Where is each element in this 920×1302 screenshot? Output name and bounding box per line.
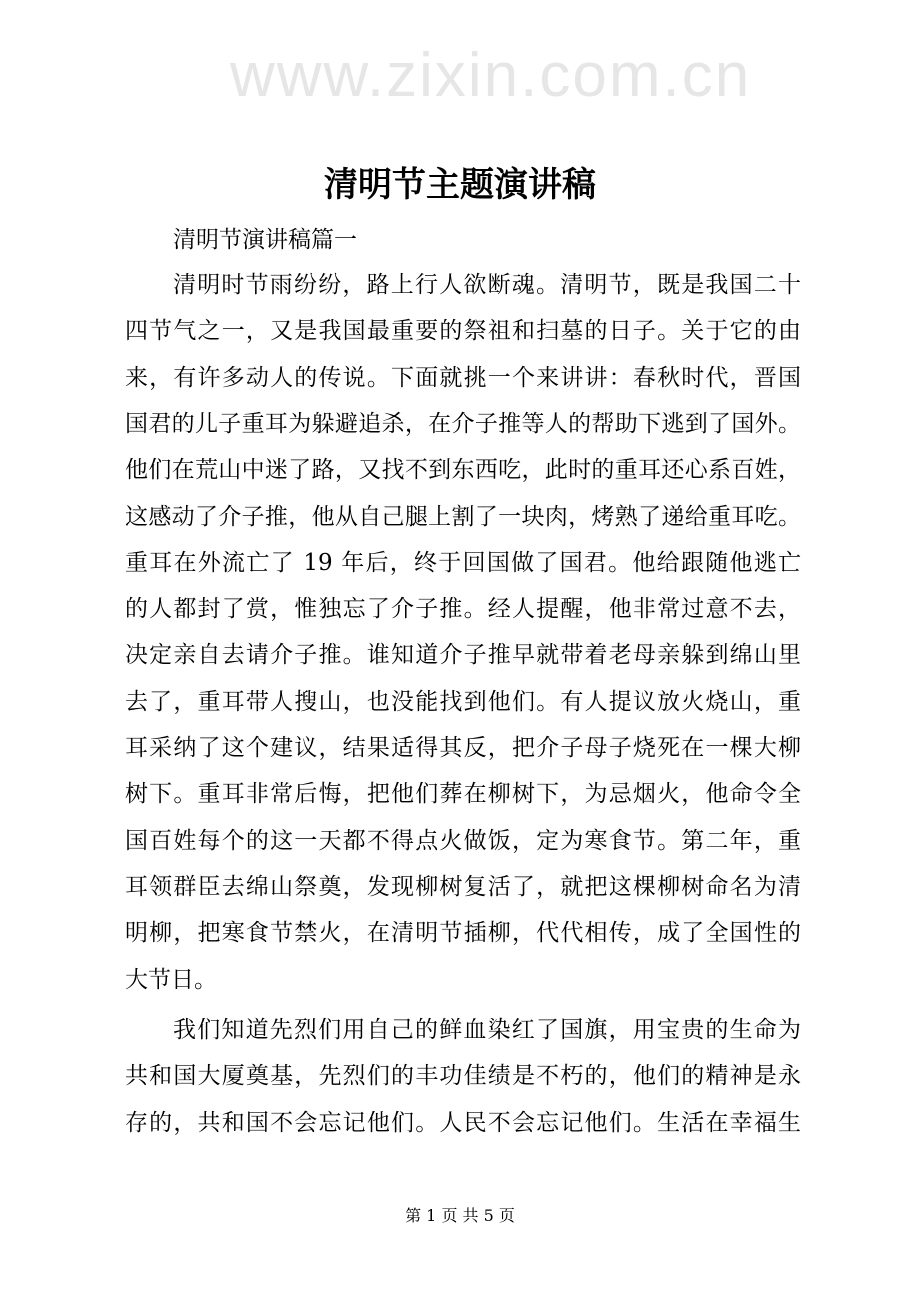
paragraph-line: 我们知道先烈们用自己的鲜血染红了国旗，用宝贵的生命为: [173, 1017, 801, 1043]
paragraph-line: 重耳在外流亡了 19 年后，终于回国做了国君。他给跟随他逃亡: [125, 549, 801, 576]
section-heading: 清明节演讲稿篇一: [173, 227, 357, 253]
paragraph-line: 存的，共和国不会忘记他们。人民不会忘记他们。生活在幸福生: [125, 1109, 801, 1136]
paragraph-line: 去了，重耳带人搜山，也没能找到他们。有人提议放火烧山，重: [125, 688, 801, 715]
paragraph-line: 共和国大厦奠基，先烈们的丰功佳绩是不朽的，他们的精神是永: [125, 1063, 801, 1090]
paragraph-line: 国百姓每个的这一天都不得点火做饭，定为寒食节。第二年，重: [125, 827, 801, 854]
paragraph-line: 他们在荒山中迷了路，又找不到东西吃，此时的重耳还心系百姓，: [125, 457, 801, 484]
paragraph-line: 明柳，把寒食节禁火，在清明节插柳，代代相传，成了全国性的: [125, 920, 801, 947]
paragraph-line: 决定亲自去请介子推。谁知道介子推早就带着老母亲躲到绵山里: [125, 642, 801, 669]
paragraph-line: 大节日。: [125, 966, 217, 993]
paragraph-line: 清明时节雨纷纷，路上行人欲断魂。清明节，既是我国二十: [173, 272, 801, 298]
paragraph-line: 耳采纳了这个建议，结果适得其反，把介子母子烧死在一棵大柳: [125, 735, 801, 761]
paragraph-line: 来，有许多动人的传说。下面就挑一个来讲讲：春秋时代，晋国: [125, 364, 801, 391]
paragraph-line: 树下。重耳非常后悔，把他们葬在柳树下，为忌烟火，他命令全: [125, 781, 801, 808]
page-footer: 第 1 页 共 5 页: [405, 1206, 515, 1225]
paragraph-line: 的人都封了赏，惟独忘了介子推。经人提醒，他非常过意不去，: [125, 596, 801, 623]
paragraph-line: 四节气之一，又是我国最重要的祭祖和扫墓的日子。关于它的由: [125, 318, 801, 345]
paragraph-line: 国君的儿子重耳为躲避追杀，在介子推等人的帮助下逃到了国外。: [125, 410, 801, 437]
watermark: www.zixin.com.cn: [230, 41, 752, 110]
paragraph-line: 耳领群臣去绵山祭奠，发现柳树复活了，就把这棵柳树命名为清: [125, 873, 801, 900]
document-title: 清明节主题演讲稿: [324, 165, 596, 205]
paragraph-line: 这感动了介子推，他从自己腿上割了一块肉，烤熟了递给重耳吃。: [125, 503, 801, 530]
